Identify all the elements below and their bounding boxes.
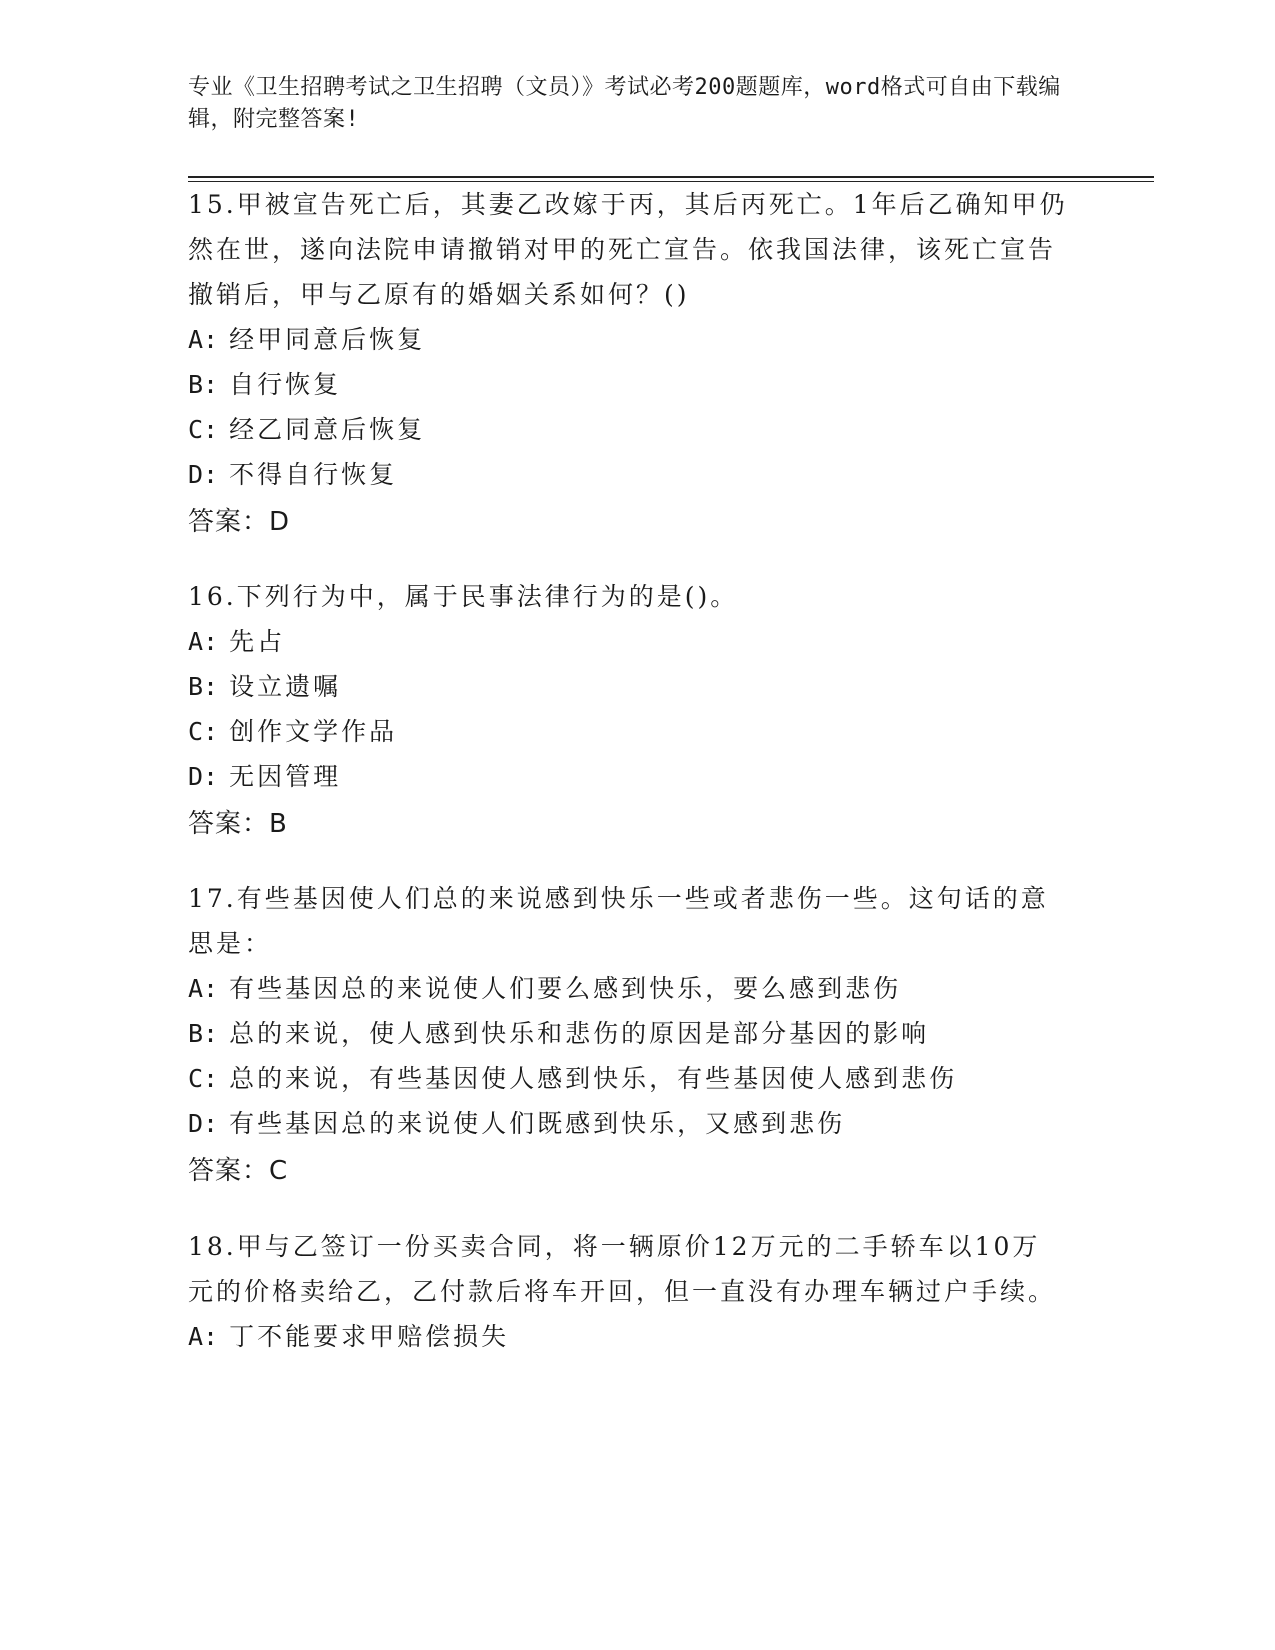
- question-stem: 15.甲被宣告死亡后，其妻乙改嫁于丙，其后丙死亡。1年后乙确知甲仍然在世，遂向法院申请撤销对甲的死亡宣告。依我国法律，该死亡宣告撤销后，甲与乙原有的婚姻关系如何？(): [188, 190, 1068, 309]
- question-15: [188, 182, 1068, 545]
- option-text: 先占: [229, 627, 286, 656]
- option-letter: D:: [188, 1109, 219, 1138]
- option-letter: A:: [188, 325, 219, 354]
- option-text: 总的来说，有些基因使人感到快乐，有些基因使人感到悲伤: [229, 1064, 958, 1093]
- option-letter: B:: [188, 370, 219, 399]
- option-letter: A:: [188, 627, 219, 656]
- option-letter: B:: [188, 1019, 219, 1048]
- question-stem: 17.有些基因使人们总的来说感到快乐一些或者悲伤一些。这句话的意思是：: [188, 884, 1049, 958]
- answer-label: 答案：: [188, 507, 270, 537]
- answer-label: 答案：: [188, 1156, 270, 1186]
- option-c: [188, 1056, 1068, 1101]
- option-letter: D:: [188, 460, 219, 489]
- option-b: [188, 362, 1068, 407]
- option-text: 经乙同意后恢复: [229, 415, 426, 444]
- option-letter: C:: [188, 717, 219, 746]
- option-b: [188, 664, 1068, 709]
- question-stem: 16.下列行为中，属于民事法律行为的是()。: [188, 582, 739, 611]
- option-b: [188, 1011, 1068, 1056]
- option-text: 设立遗嘱: [229, 672, 342, 701]
- option-a: [188, 317, 1068, 362]
- answer-line: [188, 1148, 1068, 1194]
- option-text: 有些基因总的来说使人们要么感到快乐，要么感到悲伤: [229, 974, 902, 1003]
- header-divider: [188, 176, 1154, 178]
- option-letter: B:: [188, 672, 219, 701]
- option-d: [188, 452, 1068, 497]
- option-d: [188, 754, 1068, 799]
- option-text: 自行恢复: [229, 370, 342, 399]
- option-a: [188, 966, 1068, 1011]
- question-stem: 18.甲与乙签订一份买卖合同，将一辆原价12万元的二手轿车以10万元的价格卖给乙，乙付款后将车开回，但一直没有办理车辆过户手续。: [188, 1232, 1057, 1306]
- option-a: [188, 619, 1068, 664]
- answer-label: 答案：: [188, 809, 270, 839]
- document-header: 专业《卫生招聘考试之卫生招聘（文员）》考试必考200题题库，word格式可自由下载编辑，附完整答案!: [188, 75, 1061, 132]
- question-17: [188, 876, 1068, 1194]
- option-c: [188, 709, 1068, 754]
- answer-line: [188, 499, 1068, 545]
- option-text: 丁不能要求甲赔偿损失: [229, 1322, 510, 1351]
- question-16: [188, 574, 1068, 847]
- option-text: 总的来说，使人感到快乐和悲伤的原因是部分基因的影响: [229, 1019, 930, 1048]
- answer-value: B: [269, 809, 288, 839]
- answer-line: [188, 801, 1068, 847]
- option-letter: D:: [188, 762, 219, 791]
- answer-value: C: [269, 1156, 289, 1186]
- option-text: 不得自行恢复: [229, 460, 398, 489]
- option-letter: C:: [188, 1064, 219, 1093]
- option-text: 经甲同意后恢复: [229, 325, 426, 354]
- option-c: [188, 407, 1068, 452]
- option-letter: A:: [188, 1322, 219, 1351]
- option-letter: A:: [188, 974, 219, 1003]
- option-text: 无因管理: [229, 762, 342, 791]
- option-a: [188, 1314, 1068, 1359]
- option-d: [188, 1101, 1068, 1146]
- option-letter: C:: [188, 415, 219, 444]
- option-text: 有些基因总的来说使人们既感到快乐，又感到悲伤: [229, 1109, 846, 1138]
- option-text: 创作文学作品: [229, 717, 398, 746]
- question-18: [188, 1224, 1068, 1359]
- answer-value: D: [269, 507, 291, 537]
